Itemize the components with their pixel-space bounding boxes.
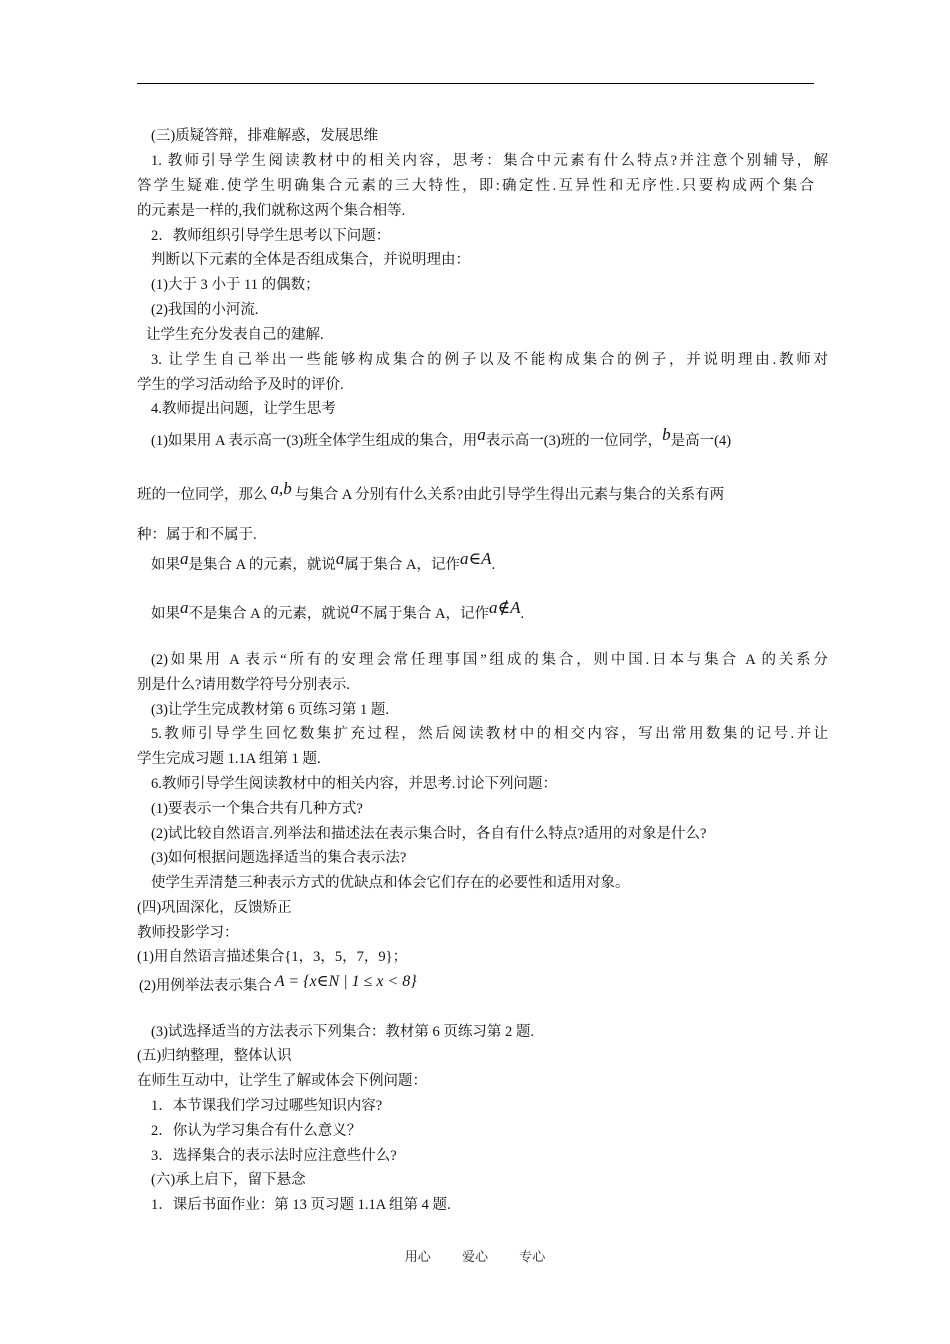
text: (1)如果用 A 表示高一(3)班全体学生组成的集合，用 — [151, 433, 478, 449]
paragraph-line: 1．本节课我们学习过哪些知识内容? — [151, 1098, 383, 1114]
text: 与集合 A 分别有什么关系?由此引导学生得出元素与集合的关系有两 — [294, 487, 725, 503]
header-rule — [137, 83, 814, 84]
text: 属于集合 A，记作 — [344, 557, 461, 573]
text: 表示高一(3)班的一位同学， — [485, 433, 663, 449]
paragraph-line: (3)让学生完成教材第 6 页练习第 1 题. — [151, 702, 390, 718]
paragraph-line: (2)试比较自然语言.列举法和描述法在表示集合时，各自有什么特点?适用的对象是什么? — [151, 826, 707, 842]
paragraph-line: (1)用自然语言描述集合{1，3，5，7，9}； — [137, 949, 408, 965]
text: 班的一位同学，那么 — [137, 487, 268, 503]
page-footer — [0, 1246, 950, 1265]
paragraph-line: 学生的学习活动给予及时的评价. — [137, 377, 344, 393]
paragraph-line: (3)试选择适当的方法表示下列集合：教材第 6 页练习第 2 题. — [151, 1024, 535, 1040]
paragraph-line: 2．教师组织引导学生思考以下问题： — [151, 228, 391, 244]
math-a: a — [180, 598, 189, 617]
paragraph-line: 别是什么?请用数学符号分别表示. — [137, 677, 351, 693]
paragraph-line: (2)如果用 A 表示“所有的安理会常任理事国”组成的集合，则中国.日本与集合 A 的关系分 — [151, 652, 828, 668]
text: . — [491, 557, 496, 573]
footer-text: 爱心 — [461, 1249, 488, 1264]
math-a: a — [477, 425, 486, 444]
paragraph-line: 教师投影学习： — [137, 925, 239, 941]
belong-definition — [137, 549, 828, 577]
paragraph-line: 在师生互动中，让学生了解或体会下例问题： — [137, 1073, 427, 1089]
math-b: b — [662, 425, 671, 444]
question-1-line — [137, 425, 828, 453]
math-ab: a,b — [270, 479, 292, 498]
footer-text: 专心 — [519, 1249, 546, 1264]
text: . — [520, 606, 525, 622]
paragraph-line: 3．选择集合的表示法时应注意些什么? — [151, 1148, 397, 1164]
paragraph-line: 的元素是一样的,我们就称这两个集合相等. — [137, 203, 406, 219]
math-expression: a∈A — [460, 549, 492, 568]
paragraph-line: 使学生弄清楚三种表示方式的优缺点和体会它们存在的必要性和适用对象。 — [151, 875, 630, 891]
text: 如果 — [151, 557, 180, 573]
paragraph-line: 答学生疑难.使学生明确集合元素的三大特性，即:确定性.互异性和无序性.只要构成两个集合 — [137, 178, 814, 194]
question-1-line — [137, 479, 814, 507]
math-a: a — [180, 549, 189, 568]
section-heading: (三)质疑答辩，排难解惑，发展思维 — [151, 128, 379, 144]
paragraph-line: (1)要表示一个集合共有几种方式? — [151, 801, 363, 817]
text: 不属于集合 A，记作 — [358, 606, 490, 622]
question-2-line — [137, 974, 816, 998]
paragraph-line: 让学生充分发表自己的建解. — [146, 327, 324, 343]
paragraph-line: 判断以下元素的全体是否组成集合，并说明理由： — [151, 252, 470, 268]
paragraph-line: 1. 教师引导学生阅读教材中的相关内容，思考：集合中元素有什么特点?并注意个别辅导，解 — [151, 153, 828, 169]
paragraph-line: 6.教师引导学生阅读教材中的相关内容，并思考.讨论下列问题： — [151, 776, 557, 792]
text: 不是集合 A 的元素，就说 — [188, 606, 351, 622]
paragraph-line: 学生完成习题 1.1A 组第 1 题. — [137, 751, 321, 767]
paragraph-line: 1．课后书面作业：第 13 页习题 1.1A 组第 4 题. — [151, 1197, 451, 1213]
paragraph-line: (2)我国的小河流. — [151, 302, 259, 318]
paragraph-line: 3. 让学生自己举出一些能够构成集合的例子以及不能构成集合的例子，并说明理由.教师对 — [151, 352, 828, 368]
section-heading: (六)承上启下，留下悬念 — [151, 1172, 306, 1188]
paragraph-line: (1)大于 3 小于 11 的偶数； — [151, 277, 320, 293]
text: 如果 — [151, 606, 180, 622]
math-a: a — [335, 549, 345, 568]
math-expression: A = {x∈N | 1 ≤ x < 8} — [274, 973, 417, 990]
paragraph-line: 5.教师引导学生回忆数集扩充过程，然后阅读教材中的相交内容，写出常用数集的记号.并让 — [151, 726, 828, 742]
section-heading: (五)归纳整理，整体认识 — [137, 1048, 292, 1064]
text: 是高一(4) — [670, 433, 732, 449]
math-expression: a∉A — [489, 598, 521, 617]
paragraph-line: 2．你认为学习集合有什么意义？ — [151, 1123, 362, 1139]
paragraph-line: 种：属于和不属于. — [137, 527, 257, 543]
footer-text: 用心 — [404, 1249, 431, 1264]
text: 是集合 A 的元素，就说 — [188, 557, 336, 573]
math-a: a — [350, 598, 359, 617]
section-heading: (四)巩固深化，反馈矫正 — [137, 900, 292, 916]
not-belong-definition — [137, 598, 828, 626]
paragraph-line: (3)如何根据问题选择适当的集合表示法? — [151, 850, 407, 866]
text: (2)用例举法表示集合 — [139, 978, 272, 994]
paragraph-line: 4.教师提出问题，让学生思考 — [151, 401, 336, 417]
